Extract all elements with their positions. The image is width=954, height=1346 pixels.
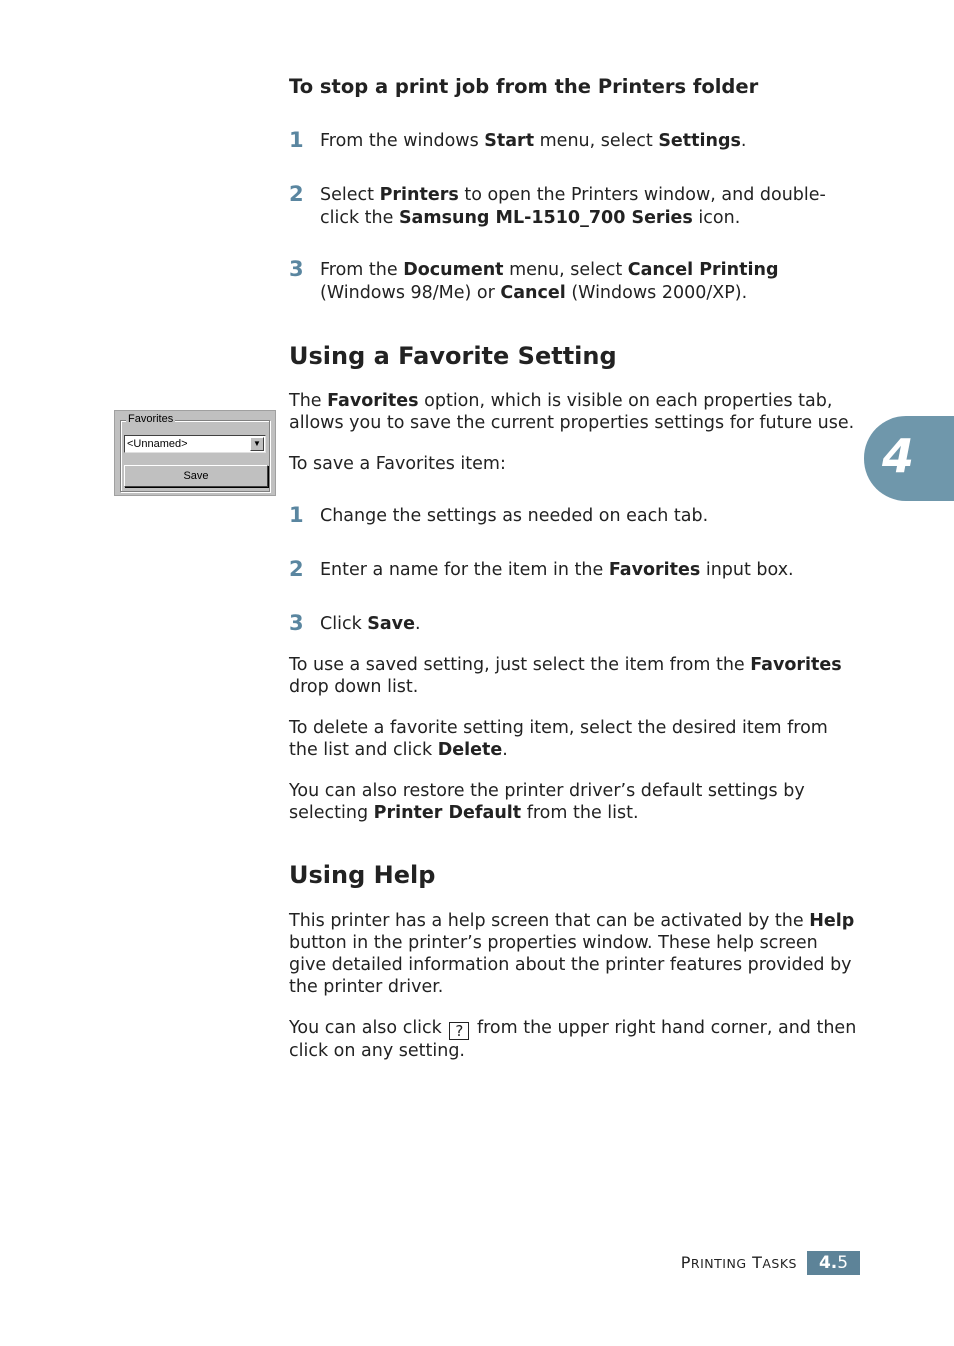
favorites-legend: Favorites (128, 413, 174, 425)
step-text: Click Save. (320, 614, 421, 634)
delete-paragraph: To delete a favorite setting item, select the desired item from the list and click Delete. (289, 718, 828, 760)
help-click-paragraph: You can also click ? from the upper right hand corner, and then click on any setting. (289, 1018, 857, 1061)
favorites-select[interactable] (124, 435, 266, 453)
chapter-tab (864, 416, 954, 501)
favorites-group (120, 413, 270, 492)
step-text: From the windows Start menu, select Settings. (320, 131, 747, 151)
use-saved-paragraph: To use a saved setting, just select the item from the Favorites drop down list. (289, 655, 842, 697)
stop-print-heading: To stop a print job from the Printers folder (289, 75, 759, 98)
step-number: 1 (289, 503, 304, 527)
step-text: Enter a name for the item in the Favorites input box. (320, 560, 794, 580)
chapter-number: 4 (881, 429, 914, 483)
step-number: 3 (289, 611, 304, 635)
favorites-panel (114, 410, 276, 496)
dropdown-arrow-icon[interactable]: ▼ (250, 437, 264, 451)
to-save-text: To save a Favorites item: (289, 454, 506, 474)
favorite-intro: The Favorites option, which is visible on each properties tab, allows you to save the current properties settings for future use. (289, 391, 855, 433)
footer-section-title: PRINTING TASKS (680, 1253, 797, 1272)
help-paragraph: This printer has a help screen that can be activated by the Help button in the printer’s properties window. These help screen give detailed information about the printer features provided by the printer driver. (289, 911, 855, 997)
save-button[interactable]: Save (124, 465, 268, 487)
step-text: From the Document menu, select Cancel Printing (Windows 98/Me) or Cancel (Windows 2000/XP). (320, 260, 779, 303)
step-text: Change the settings as needed on each tab. (320, 506, 709, 526)
favorite-heading: Using a Favorite Setting (289, 342, 617, 370)
step-number: 2 (289, 182, 304, 206)
favorites-selected-value: <Unnamed> (127, 438, 188, 450)
step-text: Select Printers to open the Printers window, and double-click the Samsung ML-1510_700 Series icon. (320, 185, 826, 228)
help-heading: Using Help (289, 861, 436, 889)
step-number: 3 (289, 257, 304, 281)
step-number: 1 (289, 128, 304, 152)
restore-paragraph: You can also restore the printer driver’s default settings by selecting Printer Default from the list. (289, 781, 805, 823)
help-question-icon: ? (449, 1022, 469, 1040)
step-number: 2 (289, 557, 304, 581)
page-number-badge: 4.5 (807, 1251, 860, 1275)
